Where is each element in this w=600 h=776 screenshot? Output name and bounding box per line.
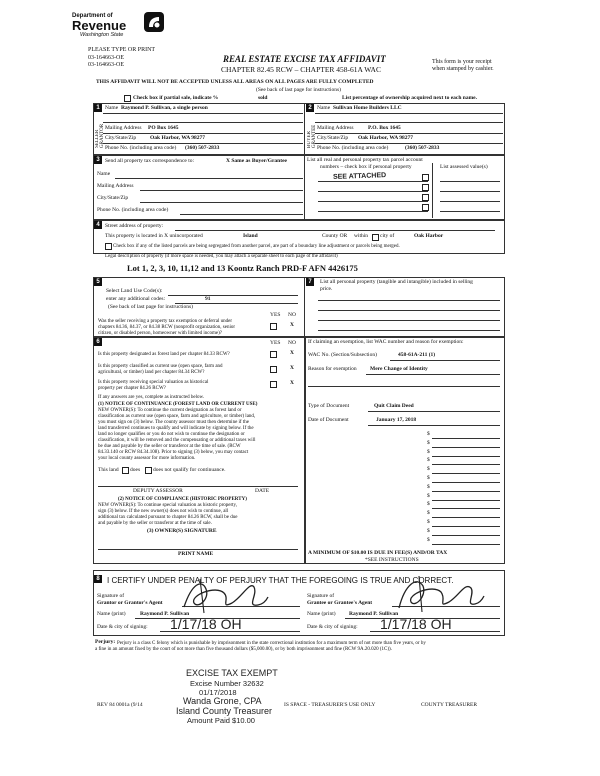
tax-row-dollar: $ <box>427 448 430 455</box>
grantor-sig-label-2: Grantor or Grantor's Agent <box>97 600 163 606</box>
seller-city: Oak Harbor, WA 98277 <box>150 135 206 141</box>
form-code-1: 03-164663-OE <box>88 55 124 61</box>
section-3-badge: 3 <box>94 156 102 164</box>
section-4-badge: 4 <box>94 221 102 229</box>
grantee-date-label: Date & city of signing: <box>307 624 358 630</box>
exemption-claim-label: If claiming an exemption, list WAC number and reason for exemption: <box>308 339 464 345</box>
form-code-2: 03-164663-OE <box>88 62 124 68</box>
tax-row-dollar: $ <box>427 457 430 464</box>
section-6-badge: 6 <box>94 338 102 346</box>
seller-side-label: SELLER GRANTOR <box>95 123 105 148</box>
tax-corr-city-label: City/State/Zip <box>97 195 129 201</box>
city-name: Oak Harbor <box>414 233 444 239</box>
within-label: within <box>354 233 369 239</box>
exemption-question-2: chapters 84.36, 84.37, or 84.38 RCW (nonprofit organization, senior <box>98 325 236 330</box>
owner-signature-label: (3) OWNER(S) SIGNATURE <box>147 528 217 534</box>
section-5-badge: 5 <box>94 278 102 286</box>
parcel-personal-checkbox-2[interactable] <box>422 184 429 191</box>
land-does-label: This land <box>98 467 119 473</box>
treasurer-space-label: IS SPACE - TREASURER'S USE ONLY <box>284 702 376 708</box>
notice1-line-6: classification, it will be removed and the compensating or additional taxes will <box>98 438 256 443</box>
segregated-checkbox[interactable] <box>105 243 112 250</box>
grantee-sig-label-2: Grantee or Grantee's Agent <box>307 600 373 606</box>
buyer-phone-label: Phone No. (including area code) <box>317 145 389 151</box>
exemption-no-mark: X <box>290 322 294 328</box>
tax-row-dollar: $ <box>427 483 430 490</box>
doc-date-label: Date of Document <box>308 417 349 423</box>
buyer-phone: (360) 507-2833 <box>405 145 440 151</box>
buyer-name-label: Name <box>317 105 331 111</box>
land-use-no-header: NO <box>288 312 296 318</box>
section-7-badge: 7 <box>306 278 314 286</box>
land-does-checkbox[interactable] <box>122 467 129 474</box>
forest-question-2a: Is this property classified as current use (open space, farm and <box>98 364 223 369</box>
grantee-date-city: 1/17/18 OH <box>380 616 452 632</box>
tax-row-dollar: $ <box>427 536 430 543</box>
exemption-yes-checkbox[interactable] <box>270 323 277 330</box>
notice1-line-2: classification as current use (open space, farm and agriculture, or timber) land, <box>98 414 256 419</box>
doc-type-label: Type of Document <box>308 403 350 409</box>
dept-state: Washington State <box>80 32 124 38</box>
perjury-title: Perjury: <box>95 639 116 645</box>
grantor-date-label: Date & city of signing: <box>97 624 148 630</box>
section-8-badge: 8 <box>94 575 102 583</box>
tax-row-dollar: $ <box>427 431 430 437</box>
grantor-name: Raymond P. Sullivan <box>140 611 190 617</box>
notice1-line-7: be due and payable by the seller or transferor at the time of sale. (RCW <box>98 444 241 449</box>
forest-q2-yes-checkbox[interactable] <box>270 366 277 373</box>
land-use-additional-label: enter any additional codes: <box>106 296 166 302</box>
land-use-code: 91 <box>205 296 211 302</box>
notice1-line-1: NEW OWNER(S): To continue the current designation as forest land or <box>98 408 242 413</box>
perjury-line-1: Perjury is a class C felony which is punishable by imprisonment in the state correctional institution for a maximum term of not more than five years, or by <box>117 641 426 646</box>
parcel-personal-checkbox-4[interactable] <box>422 204 429 211</box>
segregated-label: Check box if any of the listed parcels are being segregated from another parcel, are part of a boundary line adjustment or parcels being merged. <box>113 244 400 249</box>
stamp-date: 01/17/2018 <box>199 688 237 697</box>
tax-corr-name-label: Name <box>97 171 111 177</box>
reason-value: Mere Change of Identity <box>370 366 428 372</box>
does-label: does <box>130 467 141 473</box>
street-address-label: Street address of property: <box>105 223 164 229</box>
doc-date: January 17, 2018 <box>376 417 417 423</box>
dept-name: Revenue <box>72 18 127 33</box>
seller-phone: (360) 507-2833 <box>185 145 220 151</box>
form-title: REAL ESTATE EXCISE TAX AFFIDAVIT <box>223 54 386 64</box>
partial-sale-checkbox[interactable] <box>124 95 131 102</box>
county-treasurer-label: COUNTY TREASURER <box>421 702 478 708</box>
land-does-not-checkbox[interactable] <box>145 467 152 474</box>
city-of-checkbox[interactable] <box>372 234 379 241</box>
grantee-name-label: Name (print) <box>307 611 336 617</box>
grantor-date-city: 1/17/18 OH <box>170 616 242 632</box>
stamp-amount: Amount Paid $10.00 <box>187 716 255 725</box>
buyer-name: Sullivan Home Builders LLC <box>333 105 402 111</box>
forest-question-1: Is this property designated as forest land per chapter 84.33 RCW? <box>98 352 230 357</box>
seller-name-label: Name <box>105 105 119 111</box>
parcel-personal-checkbox-1[interactable] <box>422 174 429 181</box>
personal-property-label-1: List all personal property (tangible and intangible) included in selling <box>320 279 473 285</box>
form-chapter: CHAPTER 82.45 RCW – CHAPTER 458-61A WAC <box>221 65 381 74</box>
tax-row-dollar: $ <box>427 527 430 534</box>
ownership-pct-label: List percentage of ownership acquired next to each name. <box>342 95 477 101</box>
parcel-header-1: List all real and personal property tax parcel account <box>307 157 423 163</box>
forest-question-3a: Is this property receiving special valuation as historical <box>98 380 209 385</box>
city-of-label: city of <box>380 233 395 239</box>
tax-corr-phone-label: Phone No. (including area code) <box>97 207 169 213</box>
notice1-line-9: your local county assessor for more information. <box>98 456 196 461</box>
certify-statement: I CERTIFY UNDER PENALTY OF PERJURY THAT THE FOREGOING IS TRUE AND CORRECT. <box>107 576 454 585</box>
notice2-line-3: additional tax calculated pursuant to chapter 84.26 RCW, shall be due <box>98 515 238 520</box>
does-not-label: does not qualify for continuance. <box>153 467 226 473</box>
receipt-note-2: when stamped by cashier. <box>432 66 494 72</box>
receipt-note-1: This form is your receipt <box>432 59 492 65</box>
reason-label: Reason for exemption <box>308 366 357 372</box>
county-or-label: County OR <box>322 233 348 239</box>
see-instructions-note: *SEE INSTRUCTIONS <box>365 557 419 563</box>
located-in-label: This property is located in X unincorporated <box>105 233 203 239</box>
tax-corr-label: Send all property tax correspondence to: <box>105 158 195 164</box>
seller-mail: PO Box 1645 <box>148 125 179 131</box>
completion-warning: THIS AFFIDAVIT WILL NOT BE ACCEPTED UNLESS ALL AREAS ON ALL PAGES ARE FULLY COMPLETED <box>96 79 374 85</box>
grantor-name-label: Name (print) <box>97 611 126 617</box>
exemption-question-1: Was the seller receiving a property tax exemption or deferral under <box>98 319 232 324</box>
personal-property-label-2: price. <box>320 286 333 292</box>
tax-row-dollar: $ <box>427 475 430 481</box>
seller-mail-label: Mailing Address <box>105 125 142 131</box>
tax-row-dollar: $ <box>427 466 430 473</box>
legal-description: Lot 1, 2, 3, 10, 11,12 and 13 Koontz Ranch PRD-F AFN 4426175 <box>127 263 358 273</box>
grantee-signature-scribble <box>395 574 485 614</box>
forest-question-3b: property per chapter 84.26 RCW? <box>98 386 166 391</box>
tax-row-dollar: $ <box>427 519 430 525</box>
notice1-line-5: land no longer qualifies or you do not wish to continue the designation or <box>98 432 245 437</box>
seller-phone-label: Phone No. (including area code) <box>105 145 177 151</box>
tax-row-dollar: $ <box>427 501 430 508</box>
parcel-personal-checkbox-3[interactable] <box>422 194 429 201</box>
land-use-see-back: (See back of last page for instructions) <box>108 304 193 310</box>
tax-corr-mail-label: Mailing Address <box>97 183 134 189</box>
forest-q3-yes-checkbox[interactable] <box>270 381 277 388</box>
forest-yes-header: YES <box>270 340 281 346</box>
notice1-title: (1) NOTICE OF CONTINUANCE (FOREST LAND OR CURRENT USE) <box>98 402 258 407</box>
wac-number: 458-61A-211 (1) <box>398 352 436 358</box>
land-use-select-label: Select Land Use Code(s): <box>106 288 163 294</box>
assessed-value-label: List assessed value(s) <box>440 164 488 170</box>
tax-row-dollar: $ <box>427 510 430 517</box>
buyer-city-label: City/State/Zip <box>317 135 349 141</box>
parcel-see-attached: SEE ATTACHED <box>332 172 387 181</box>
section-1-badge: 1 <box>94 104 102 112</box>
sold-label: sold <box>258 95 268 101</box>
partial-sale-label: Check box if partial sale, indicate % <box>133 95 219 101</box>
perjury-line-2: a fine in an amount fixed by the court of not more than five thousand dollars ($5,000.00), or by both imprisonment and fine (RCW 9A.20.020 (1C)). <box>95 647 392 652</box>
section-2-badge: 2 <box>306 104 314 112</box>
notice1-line-3: you must sign on (3) below. The county assessor must then determine if the <box>98 420 249 425</box>
deputy-assessor-label: DEPUTY ASSESSOR <box>133 488 183 494</box>
grantor-sig-label-1: Signature of <box>97 593 125 599</box>
exemption-question-3: citizen, or disabled person, homeowner with limited income)? <box>98 331 222 336</box>
revenue-logo-icon <box>143 11 165 33</box>
minimum-fee-note: A MINIMUM OF $10.00 IS DUE IN FEE(S) AND/OR TAX <box>308 550 448 556</box>
print-name-label: PRINT NAME <box>178 551 214 557</box>
grantee-name: Raymond P. Sullivan <box>349 611 399 617</box>
see-back-instructions: (See back of last page for instructions) <box>256 87 341 93</box>
notice1-line-4: land transferred continues to qualify and will indicate by signing below. If the <box>98 426 254 431</box>
stamp-office: Island County Treasurer <box>176 706 273 716</box>
doc-type: Quit Claim Deed <box>374 403 414 409</box>
stamp-number: Excise Number 32632 <box>190 679 264 688</box>
deputy-date-label: DATE <box>255 488 270 494</box>
notice2-line-4: and payable by the seller or transferor at the time of sale. <box>98 521 212 526</box>
forest-if-yes: If any answers are yes, complete as instructed below. <box>98 395 205 400</box>
stamp-name: Wanda Grone, CPA <box>183 696 262 706</box>
tax-row-dollar: $ <box>427 492 430 499</box>
forest-q2-no-mark: X <box>290 365 294 371</box>
tax-corr-same: X Same as Buyer/Grantee <box>226 158 287 164</box>
notice2-title: (2) NOTICE OF COMPLIANCE (HISTORIC PROPERTY) <box>118 497 247 502</box>
forest-q3-no-mark: X <box>290 380 294 386</box>
land-use-yes-header: YES <box>270 312 281 318</box>
forest-no-header: NO <box>288 340 296 346</box>
grantee-sig-label-1: Signature of <box>307 593 335 599</box>
rev-number: REV 84 0001a (9/14 <box>97 702 143 708</box>
buyer-side-label: BUYER GRANTEE <box>307 124 317 148</box>
tax-row-dollar: $ <box>427 439 430 446</box>
dept-of: Department of <box>72 13 113 19</box>
stamp-title: EXCISE TAX EXEMPT <box>186 668 278 678</box>
forest-question-2b: agricultural, or timber) land per chapter 84.34 RCW? <box>98 370 205 375</box>
notice1-line-8: 84.33.140 or RCW 84.34.108). Prior to signing (3) below, you may contact <box>98 450 249 455</box>
parcel-header-2: numbers – check box if personal property <box>320 164 412 170</box>
wac-label: WAC No. (Section/Subsection) <box>308 352 377 358</box>
forest-q1-no-mark: X <box>290 350 294 356</box>
buyer-mail-label: Mailing Address <box>317 125 354 131</box>
notice2-line-1: NEW OWNER(S): To continue special valuation as historic property, <box>98 503 237 508</box>
county-name: Island <box>243 233 258 239</box>
seller-name: Raymond P. Sullivan, a single person <box>121 105 208 111</box>
type-or-print: PLEASE TYPE OR PRINT <box>88 47 156 53</box>
forest-q1-yes-checkbox[interactable] <box>270 351 277 358</box>
notice2-line-2: sign (3) below. If the new owner(s) does not wish to continue, all <box>98 509 229 514</box>
buyer-city: Oak Harbor, WA 98277 <box>358 135 414 141</box>
seller-city-label: City/State/Zip <box>105 135 137 141</box>
grantor-signature-scribble <box>180 575 270 615</box>
legal-desc-label: Legal description of property (if more space is needed, you may attach a separate sheet to each page of the affidavit) <box>105 254 338 259</box>
buyer-mail: P.O. Box 1645 <box>368 125 401 131</box>
